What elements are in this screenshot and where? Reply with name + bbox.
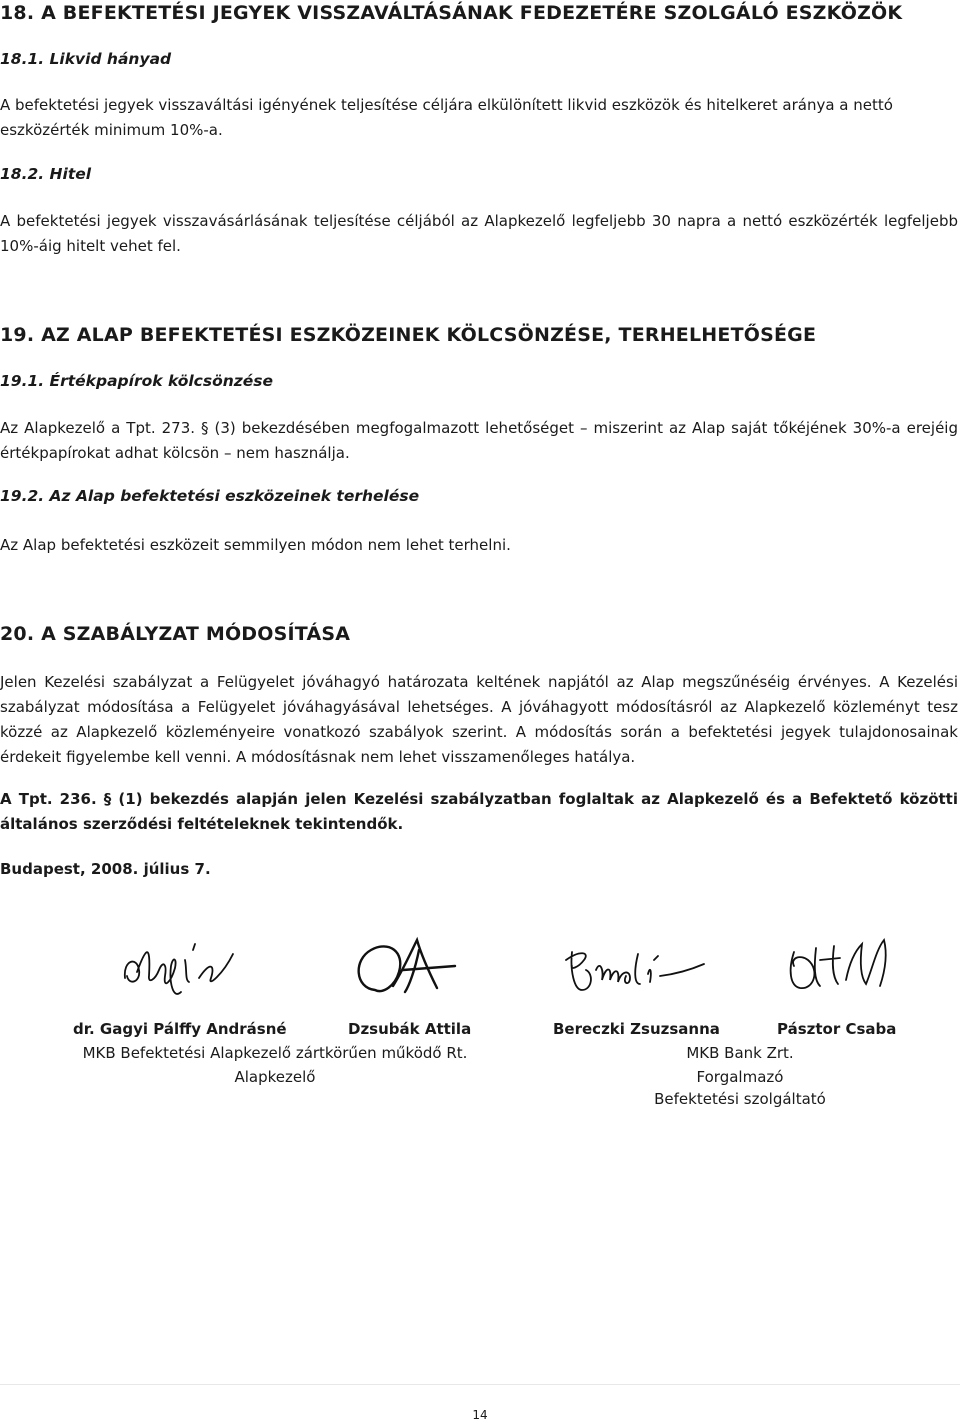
signatory-name-3: Bereczki Zsuzsanna xyxy=(553,1020,720,1038)
section-19-1-text: Az Alapkezelő a Tpt. 273. § (3) bekezdésében megfogalmazott lehetőséget – miszerint az Alap saját tőkéjének 30%-a erejéig értékpapírokat adhat kölcsön – nem használja. xyxy=(0,419,958,462)
section-18-2-text: A befektetési jegyek visszavásárlásának teljesítése céljából az Alapkezelő legfeljebb 30 napra a nettó eszközérték legfeljebb 10%-áig hitelt vehet fel. xyxy=(0,212,958,255)
section-19-1-heading: 19.1. Értékpapírok kölcsönzése xyxy=(0,372,274,390)
signatory-name-1: dr. Gagyi Pálffy Andrásné xyxy=(73,1020,287,1038)
footer-divider xyxy=(0,1384,960,1385)
page-number: 14 xyxy=(472,1408,488,1422)
signatory-name-2: Dzsubák Attila xyxy=(348,1020,472,1038)
section-19-2-text: Az Alap befektetési eszközeit semmilyen módon nem lehet terhelni. xyxy=(0,536,511,554)
signature-bereczki xyxy=(560,930,710,1005)
section-18-1-text: A befektetési jegyek visszaváltási igényének teljesítése céljára elkülönített likvid eszközök és hitelkeret aránya a nettó eszközérték minimum 10%-a. xyxy=(0,96,893,139)
signatory-name-4: Pásztor Csaba xyxy=(777,1020,897,1038)
place-and-date: Budapest, 2008. július 7. xyxy=(0,860,211,878)
organization-right: MKB Bank Zrt. xyxy=(686,1044,794,1062)
signature-dzsubak xyxy=(345,930,470,1005)
signatures-area xyxy=(0,930,960,1020)
section-18-1-heading: 18.1. Likvid hányad xyxy=(0,50,172,68)
section-18-heading: 18. A BEFEKTETÉSI JEGYEK VISSZAVÁLTÁSÁNAK FEDEZETÉRE SZOLGÁLÓ ESZKÖZÖK xyxy=(0,2,903,24)
organization-left: MKB Befektetési Alapkezelő zártkörűen működő Rt. xyxy=(82,1044,468,1062)
section-20-legal-note: A Tpt. 236. § (1) bekezdés alapján jelen Kezelési szabályzatban foglaltak az Alapkezelő és a Befektető közötti általános szerződési feltételeknek tekintendők. xyxy=(0,790,958,833)
signature-gagyi-palffy xyxy=(115,930,240,1005)
section-18-2-heading: 18.2. Hitel xyxy=(0,165,92,183)
role-right-1: Forgalmazó xyxy=(696,1068,784,1086)
role-right-2: Befektetési szolgáltató xyxy=(654,1090,826,1108)
role-left: Alapkezelő xyxy=(234,1068,316,1086)
section-19-2-heading: 19.2. Az Alap befektetési eszközeinek terhelése xyxy=(0,487,420,505)
section-19-heading: 19. AZ ALAP BEFEKTETÉSI ESZKÖZEINEK KÖLCSÖNZÉSE, TERHELHETŐSÉGE xyxy=(0,324,817,346)
signature-pasztor xyxy=(780,930,895,1005)
section-20-heading: 20. A SZABÁLYZAT MÓDOSÍTÁSA xyxy=(0,623,351,645)
section-20-text: Jelen Kezelési szabályzat a Felügyelet jóváhagyó határozata keltének napjától az Alap megszűnéséig érvényes. A Kezelési szabályzat módosítása a Felügyelet jóváhagyásával lehetséges. A jóváhagyott módosításról az Alapkezelő közleményt tesz közzé az Alapkezelő közleményeire vonatkozó szabályok szerint. A módosítás során a befektetési jegyek tulajdonosainak érdekeit figyelembe kell venni. A módosításnak nem lehet visszamenőleges hatálya. xyxy=(0,673,958,766)
